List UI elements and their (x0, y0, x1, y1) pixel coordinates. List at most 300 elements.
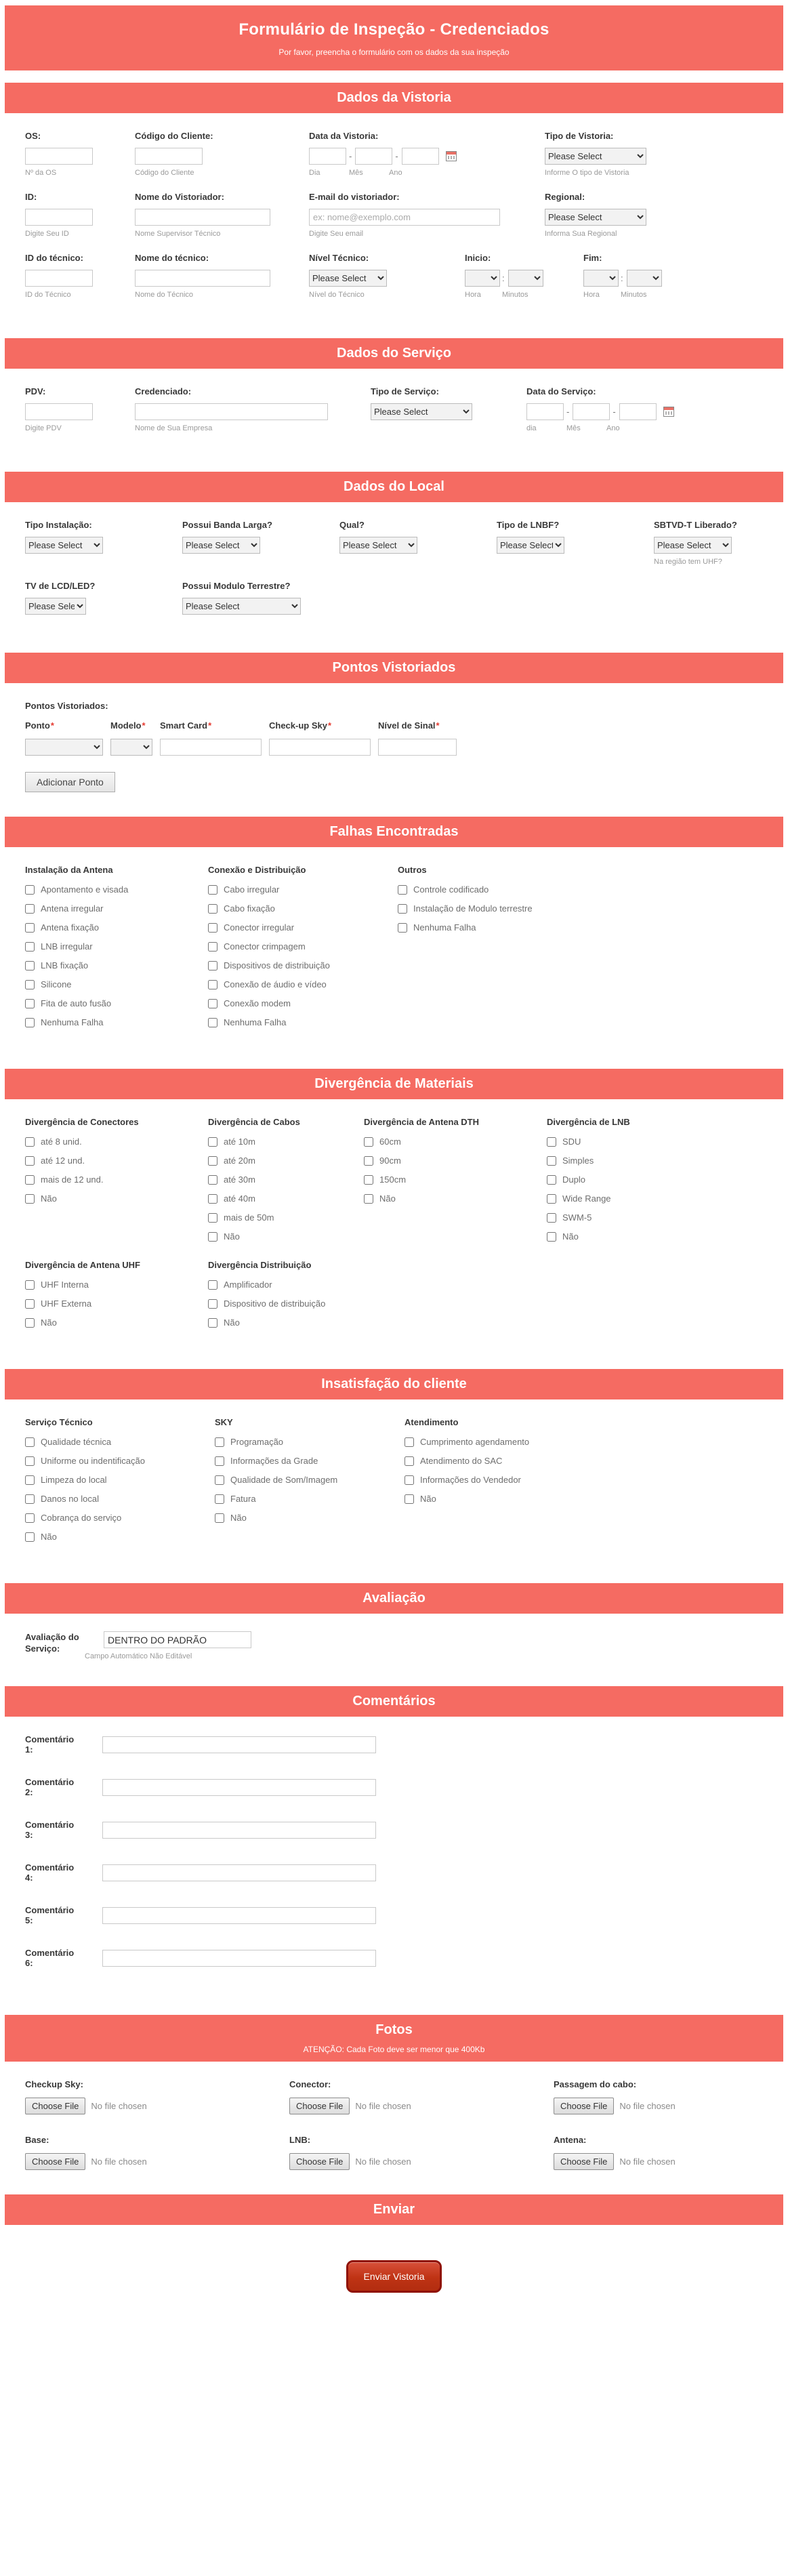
field-id-tecnico: ID do técnico: ID do Técnico (25, 253, 135, 300)
choose-file-button[interactable]: Choose File (289, 2153, 350, 2170)
photo-label: Antena: (554, 2135, 587, 2145)
checkbox[interactable] (547, 1175, 556, 1185)
section-avaliacao: Avaliação do Serviço: DENTRO DO PADRÃO Campo Automático Não Editável (5, 1614, 783, 1669)
choose-file-button[interactable]: Choose File (25, 2098, 85, 2114)
checkbox[interactable] (208, 942, 217, 952)
group-instalacao-antena: Instalação da Antena Apontamento e visada Antena irregular Antena fixação LNB irregular LNB fixação Silicone Fita de auto fusão Nenhuma Falha (25, 865, 208, 1036)
checkbox-label: Silicone (41, 979, 72, 989)
group-conexao-distribuicao: Conexão e Distribuição Cabo irregular Cabo fixação Conector irregular Conector crimpagem Dispositivos de distribuição Conexão de áudio e vídeo Conexão modem Nenhuma Falha (208, 865, 398, 1036)
checkbox-label: mais de 12 und. (41, 1174, 104, 1185)
checkbox-item[interactable] (25, 1437, 215, 1447)
photo-label: Checkup Sky: (25, 2079, 83, 2089)
id-tecnico-input[interactable] (25, 270, 93, 287)
checkbox-item[interactable] (208, 1212, 364, 1223)
section-header-servico: Dados do Serviço (5, 338, 783, 369)
servico-dia-input[interactable] (526, 403, 564, 420)
checkbox[interactable] (547, 1137, 556, 1147)
section-comentarios (5, 1717, 783, 1997)
section-header-local: Dados do Local (5, 472, 783, 502)
checkbox-item[interactable] (215, 1456, 405, 1466)
checkbox-item[interactable] (208, 1137, 364, 1147)
checkbox[interactable] (208, 1232, 217, 1242)
file-status: No file chosen (355, 2156, 411, 2167)
checkbox-label: Duplo (562, 1174, 585, 1185)
file-status: No file chosen (619, 2101, 676, 2111)
checkbox-label: Apontamento e visada (41, 884, 129, 895)
checkbox-item[interactable] (25, 1317, 208, 1328)
checkbox-item[interactable] (405, 1437, 529, 1447)
checkbox-item[interactable] (215, 1437, 405, 1447)
credenciado-input[interactable] (135, 403, 328, 420)
email-input[interactable] (309, 209, 500, 226)
checkbox[interactable] (547, 1156, 556, 1166)
checkbox-label: LNB irregular (41, 941, 93, 952)
checkbox-label: Conector irregular (224, 922, 295, 933)
checkbox[interactable] (208, 1318, 217, 1328)
checkbox[interactable] (215, 1494, 224, 1504)
checkbox-label: Não (230, 1513, 247, 1523)
checkbox-item[interactable] (208, 884, 398, 895)
group-servico-tecnico: Serviço Técnico Qualidade técnica Uniforme ou indentificação Limpeza do local Danos no local Cobrança do serviço Não (25, 1417, 215, 1551)
checkbox-item[interactable] (208, 1231, 364, 1242)
field-pdv: PDV: Digite PDV (25, 386, 135, 434)
checkbox-item[interactable] (547, 1193, 630, 1204)
section-header-insatisfacao: Insatisfação do cliente (5, 1369, 783, 1399)
nome-vistoriador-input[interactable] (135, 209, 270, 226)
checkbox-label: Fita de auto fusão (41, 998, 112, 1008)
checkbox[interactable] (25, 980, 35, 989)
section-divergencia (5, 1099, 783, 1351)
checkbox[interactable] (364, 1156, 373, 1166)
checkbox-label: Nenhuma Falha (413, 922, 476, 933)
photo-label: Passagem do cabo: (554, 2079, 637, 2089)
checkbox-label: 60cm (379, 1137, 401, 1147)
checkbox-item[interactable] (405, 1494, 529, 1504)
checkbox-item[interactable] (25, 1137, 208, 1147)
id-input[interactable] (25, 209, 93, 226)
checkbox-item[interactable] (208, 979, 398, 989)
checkbox-label: até 40m (224, 1193, 255, 1204)
pdv-input[interactable] (25, 403, 93, 420)
checkbox-label: Antena irregular (41, 903, 104, 914)
enviar-vistoria-button[interactable]: Enviar Vistoria (346, 2260, 441, 2293)
checkbox-label: Cumprimento agendamento (420, 1437, 530, 1447)
vistoria-mes-input[interactable] (355, 148, 392, 165)
field-lnbf: Tipo de LNBF? Please Select (497, 520, 654, 554)
regional-select[interactable] (545, 209, 646, 226)
checkbox[interactable] (25, 1532, 35, 1542)
field-id: ID: Digite Seu ID (25, 192, 135, 239)
adicionar-ponto-button[interactable]: Adicionar Ponto (25, 772, 115, 792)
checkbox[interactable] (25, 904, 35, 914)
checkbox[interactable] (25, 942, 35, 952)
comment-label: Comentário 3: (25, 1820, 75, 1840)
checkbox[interactable] (208, 1018, 217, 1027)
pontos-col-modelo: Modelo* (110, 720, 152, 756)
checkbox[interactable] (405, 1494, 414, 1504)
checkbox-item[interactable] (215, 1513, 405, 1523)
checkbox[interactable] (25, 1194, 35, 1204)
tipo-servico-select[interactable] (371, 403, 472, 420)
checkbox-label: Cabo fixação (224, 903, 275, 914)
checkbox[interactable] (364, 1137, 373, 1147)
comment-row (25, 1734, 763, 1755)
checkbox-label: Wide Range (562, 1193, 611, 1204)
nivel-tecnico-select[interactable] (309, 270, 387, 287)
checkbox-label: Controle codificado (413, 884, 489, 895)
pontos-col-smartcard: Smart Card* (160, 720, 262, 756)
inspection-form (5, 5, 783, 2571)
checkbox[interactable] (398, 904, 407, 914)
photo-field (25, 2135, 289, 2170)
checkbox[interactable] (405, 1475, 414, 1485)
checkbox-item[interactable] (208, 903, 398, 914)
field-email-vistoriador: E-mail do vistoriador: ex: nome@exemplo.com Digite Seu email (309, 192, 545, 239)
checkbox-label: UHF Interna (41, 1280, 89, 1290)
checkbox[interactable] (208, 1137, 217, 1147)
section-header-falhas: Falhas Encontradas (5, 817, 783, 847)
avaliacao-label: Avaliação do Serviço: (25, 1632, 79, 1654)
checkbox-item[interactable] (25, 1494, 215, 1504)
checkbox[interactable] (364, 1194, 373, 1204)
nivel-sinal-input[interactable] (378, 739, 457, 756)
checkbox[interactable] (398, 923, 407, 933)
checkbox[interactable] (215, 1456, 224, 1466)
checkbox-item[interactable] (25, 884, 208, 895)
servico-ano-input[interactable] (619, 403, 657, 420)
calendar-icon[interactable] (663, 407, 674, 417)
checkbox[interactable] (25, 1280, 35, 1290)
checkbox[interactable] (547, 1232, 556, 1242)
checkbox-item[interactable] (25, 960, 208, 970)
field-data-vistoria: Data da Vistoria: - - Dia Mês Ano (309, 131, 545, 177)
section-header-vistoria: Dados da Vistoria (5, 83, 783, 113)
checkbox-label: 90cm (379, 1156, 401, 1166)
checkbox[interactable] (547, 1213, 556, 1223)
field-os: OS: Nº da OS (25, 131, 135, 178)
photo-field (554, 2135, 763, 2170)
os-input[interactable] (25, 148, 93, 165)
choose-file-button[interactable]: Choose File (554, 2153, 614, 2170)
checkbox-item[interactable] (208, 941, 398, 952)
tipo-vistoria-select[interactable] (545, 148, 646, 165)
section-header-enviar: Enviar (5, 2194, 783, 2225)
field-modulo-terrestre: Possui Modulo Terrestre? Please Select (182, 581, 301, 615)
checkbox-item[interactable] (547, 1231, 630, 1242)
checkbox[interactable] (547, 1194, 556, 1204)
checkbox[interactable] (208, 1280, 217, 1290)
checkbox[interactable] (25, 999, 35, 1008)
comment-label: Comentário 5: (25, 1905, 75, 1925)
section-vistoria (5, 113, 783, 321)
checkbox-label: Não (41, 1532, 57, 1542)
checkbox[interactable] (208, 1175, 217, 1185)
checkbox[interactable] (25, 1494, 35, 1504)
fim-hora-select[interactable] (583, 270, 619, 287)
fim-minutos-select[interactable] (627, 270, 662, 287)
checkbox-item[interactable] (25, 1017, 208, 1027)
checkbox-item[interactable] (364, 1156, 547, 1166)
checkbox-label: até 12 und. (41, 1156, 85, 1166)
checkbox-item[interactable] (25, 998, 208, 1008)
checkbox-item[interactable] (215, 1494, 405, 1504)
comment-input[interactable] (102, 1822, 376, 1839)
checkbox-label: Dispositivo de distribuição (224, 1299, 326, 1309)
comment-label: Comentário 1: (25, 1734, 75, 1755)
checkbox-item[interactable] (398, 903, 533, 914)
file-status: No file chosen (619, 2156, 676, 2167)
group-divergencia-conectores: Divergência de Conectores até 8 unid. até 12 und. mais de 12 und. Não (25, 1117, 208, 1212)
group-divergencia-antena-uhf: Divergência de Antena UHF UHF Interna UHF Externa Não (25, 1260, 208, 1336)
vistoria-dia-input[interactable] (309, 148, 346, 165)
checkbox-label: SWM-5 (562, 1212, 592, 1223)
comment-input[interactable] (102, 1907, 376, 1924)
inicio-hora-select[interactable] (465, 270, 500, 287)
checkbox[interactable] (208, 1194, 217, 1204)
checkbox-item[interactable] (208, 960, 398, 970)
checkbox-label: Informações da Grade (230, 1456, 318, 1466)
inicio-minutos-select[interactable] (508, 270, 543, 287)
checkbox-item[interactable] (208, 1156, 364, 1166)
photo-field (25, 2079, 289, 2114)
checkbox[interactable] (208, 1299, 217, 1309)
pontos-group-label: Pontos Vistoriados: (25, 701, 108, 711)
banda-larga-select[interactable] (182, 537, 260, 554)
field-nome-vistoriador: Nome do Vistoriador: Nome Supervisor Técnico (135, 192, 309, 239)
checkup-sky-input[interactable] (269, 739, 371, 756)
modulo-terrestre-select[interactable] (182, 598, 301, 615)
checkbox[interactable] (215, 1513, 224, 1523)
field-data-servico: Data do Serviço: - - dia Mês Ano (526, 386, 674, 432)
vistoria-ano-input[interactable] (402, 148, 439, 165)
checkbox-label: Antena fixação (41, 922, 100, 933)
checkbox-item[interactable] (364, 1193, 547, 1204)
checkbox[interactable] (208, 961, 217, 970)
checkbox[interactable] (25, 1137, 35, 1147)
checkbox-item[interactable] (547, 1137, 630, 1147)
checkbox-item[interactable] (25, 1299, 208, 1309)
checkbox-item[interactable] (405, 1475, 529, 1485)
checkbox-item[interactable] (215, 1475, 405, 1485)
checkbox-label: até 20m (224, 1156, 255, 1166)
field-fim: Fim: : Hora Minutos (583, 253, 664, 299)
checkbox-item[interactable] (208, 922, 398, 933)
checkbox[interactable] (25, 1018, 35, 1027)
checkbox-item[interactable] (25, 1193, 208, 1204)
checkbox[interactable] (215, 1437, 224, 1447)
page-subtitle: Por favor, preencha o formulário com os dados da sua inspeção (278, 47, 510, 57)
checkbox-label: até 8 unid. (41, 1137, 82, 1147)
checkbox-label: LNB fixação (41, 960, 89, 970)
checkbox[interactable] (25, 1318, 35, 1328)
comment-row (25, 1777, 763, 1797)
qual-select[interactable] (339, 537, 417, 554)
nome-tecnico-input[interactable] (135, 270, 270, 287)
field-codigo-cliente: Código do Cliente: Código do Cliente (135, 131, 213, 177)
photo-field (289, 2079, 554, 2114)
field-nivel-tecnico: Nível Técnico: Please Select Nível do Técnico (309, 253, 465, 300)
checkbox-label: Instalação de Modulo terrestre (413, 903, 533, 914)
servico-mes-input[interactable] (573, 403, 610, 420)
checkbox-item[interactable] (25, 979, 208, 989)
checkbox-label: Conexão de áudio e vídeo (224, 979, 327, 989)
checkbox-label: Não (41, 1317, 57, 1328)
checkbox-item[interactable] (547, 1212, 630, 1223)
checkbox[interactable] (208, 923, 217, 933)
checkbox-item[interactable] (208, 1017, 398, 1027)
checkbox[interactable] (25, 1156, 35, 1166)
checkbox-item[interactable] (25, 1475, 215, 1485)
checkbox-label: Nenhuma Falha (224, 1017, 287, 1027)
section-header-divergencia: Divergência de Materiais (5, 1069, 783, 1099)
pontos-col-nivel-sinal: Nível de Sinal* (378, 720, 457, 756)
checkbox[interactable] (398, 885, 407, 895)
checkbox[interactable] (25, 1475, 35, 1485)
field-nome-tecnico: Nome do técnico: Nome do Técnico (135, 253, 309, 300)
field-inicio: Inicio: : Hora Minutos (465, 253, 583, 299)
checkbox-item[interactable] (208, 1280, 325, 1290)
photo-label: Conector: (289, 2079, 331, 2089)
checkbox-item[interactable] (405, 1456, 529, 1466)
checkbox[interactable] (25, 1456, 35, 1466)
checkbox-item[interactable] (208, 1193, 364, 1204)
checkbox-item[interactable] (25, 1174, 208, 1185)
checkbox-item[interactable] (547, 1174, 630, 1185)
checkbox-label: mais de 50m (224, 1212, 274, 1223)
checkbox-item[interactable] (398, 884, 533, 895)
checkbox[interactable] (25, 923, 35, 933)
checkbox-item[interactable] (364, 1174, 547, 1185)
checkbox-item[interactable] (25, 1513, 215, 1523)
checkbox-label: Não (379, 1193, 396, 1204)
field-regional: Regional: Please Select Informa Sua Regional (545, 192, 646, 239)
checkbox-item[interactable] (208, 1317, 325, 1328)
sbtvd-select[interactable] (654, 537, 732, 554)
comment-row (25, 1948, 763, 1968)
checkbox[interactable] (364, 1175, 373, 1185)
checkbox-label: Informações do Vendedor (420, 1475, 521, 1485)
choose-file-button[interactable]: Choose File (289, 2098, 350, 2114)
checkbox-item[interactable] (364, 1137, 547, 1147)
file-status: No file chosen (91, 2156, 147, 2167)
comment-input[interactable] (102, 1779, 376, 1796)
ponto-select[interactable] (25, 739, 103, 756)
checkbox[interactable] (25, 1299, 35, 1309)
checkbox-item[interactable] (25, 941, 208, 952)
checkbox-item[interactable] (25, 922, 208, 933)
checkbox-label: 150cm (379, 1174, 407, 1185)
codigo-cliente-input[interactable] (135, 148, 203, 165)
checkbox-item[interactable] (398, 922, 533, 933)
page-title: Formulário de Inspeção - Credenciados (239, 20, 549, 39)
checkbox-label: Qualidade técnica (41, 1437, 112, 1447)
checkbox-label: Danos no local (41, 1494, 99, 1504)
tipo-instalacao-select[interactable] (25, 537, 103, 554)
checkbox-label: Simples (562, 1156, 594, 1166)
checkbox[interactable] (208, 999, 217, 1008)
checkbox-label: Limpeza do local (41, 1475, 107, 1485)
photo-field (554, 2079, 763, 2114)
checkbox[interactable] (25, 1437, 35, 1447)
choose-file-button[interactable]: Choose File (25, 2153, 85, 2170)
photo-label: Base: (25, 2135, 49, 2145)
checkbox-label: Não (224, 1231, 240, 1242)
file-status: No file chosen (91, 2101, 147, 2111)
section-servico (5, 369, 783, 454)
group-divergencia-cabos: Divergência de Cabos até 10m até 20m até 30m até 40m mais de 50m Não (208, 1117, 364, 1250)
checkbox-item[interactable] (25, 1532, 215, 1542)
group-divergencia-antena-dth: Divergência de Antena DTH 60cm 90cm 150cm Não (364, 1117, 547, 1212)
smart-card-input[interactable] (160, 739, 262, 756)
checkbox[interactable] (25, 885, 35, 895)
checkbox-label: Conexão modem (224, 998, 291, 1008)
checkbox-item[interactable] (25, 1456, 215, 1466)
checkbox-item[interactable] (547, 1156, 630, 1166)
checkbox[interactable] (25, 961, 35, 970)
checkbox[interactable] (208, 980, 217, 989)
comment-row (25, 1862, 763, 1883)
checkbox-label: Uniforme ou indentificação (41, 1456, 145, 1466)
checkbox[interactable] (208, 1156, 217, 1166)
photo-field (289, 2135, 554, 2170)
checkbox-label: Nenhuma Falha (41, 1017, 104, 1027)
checkbox[interactable] (208, 904, 217, 914)
section-fotos (5, 2062, 783, 2177)
comment-label: Comentário 2: (25, 1777, 75, 1797)
calendar-icon[interactable] (446, 151, 457, 161)
checkbox-label: Não (420, 1494, 436, 1504)
checkbox-item[interactable] (208, 998, 398, 1008)
tv-lcd-select[interactable] (25, 598, 86, 615)
checkbox-label: Conector crimpagem (224, 941, 306, 952)
checkbox[interactable] (25, 1513, 35, 1523)
comment-input[interactable] (102, 1950, 376, 1967)
pontos-col-checkup: Check-up Sky* (269, 720, 371, 756)
checkbox-label: Cabo irregular (224, 884, 280, 895)
checkbox-label: Não (562, 1231, 579, 1242)
checkbox[interactable] (215, 1475, 224, 1485)
checkbox-item[interactable] (208, 1299, 325, 1309)
checkbox-item[interactable] (25, 1156, 208, 1166)
group-divergencia-lnb: Divergência de LNB SDU Simples Duplo Wide Range SWM-5 Não (547, 1117, 630, 1242)
section-header-fotos: Fotos ATENÇÃO: Cada Foto deve ser menor que 400Kb (5, 2015, 783, 2062)
checkbox-label: Não (224, 1317, 240, 1328)
field-credenciado: Credenciado: Nome de Sua Empresa (135, 386, 371, 434)
checkbox[interactable] (405, 1437, 414, 1447)
checkbox-item[interactable] (208, 1174, 364, 1185)
section-pontos (5, 683, 783, 799)
lnbf-select[interactable] (497, 537, 564, 554)
checkbox[interactable] (25, 1175, 35, 1185)
comment-input[interactable] (102, 1864, 376, 1881)
section-insatisfacao (5, 1399, 783, 1566)
modelo-select[interactable] (110, 739, 152, 756)
comment-row (25, 1905, 763, 1925)
field-tv-lcd: TV de LCD/LED? Please Select (25, 581, 182, 615)
checkbox-item[interactable] (25, 1280, 208, 1290)
comment-row (25, 1820, 763, 1840)
file-status: No file chosen (355, 2101, 411, 2111)
checkbox-item[interactable] (25, 903, 208, 914)
choose-file-button[interactable]: Choose File (554, 2098, 614, 2114)
checkbox-label: até 30m (224, 1174, 255, 1185)
group-sky: SKY Programação Informações da Grade Qualidade de Som/Imagem Fatura Não (215, 1417, 405, 1532)
checkbox[interactable] (208, 1213, 217, 1223)
comment-input[interactable] (102, 1736, 376, 1753)
checkbox[interactable] (208, 885, 217, 895)
comment-label: Comentário 6: (25, 1948, 75, 1968)
checkbox[interactable] (405, 1456, 414, 1466)
